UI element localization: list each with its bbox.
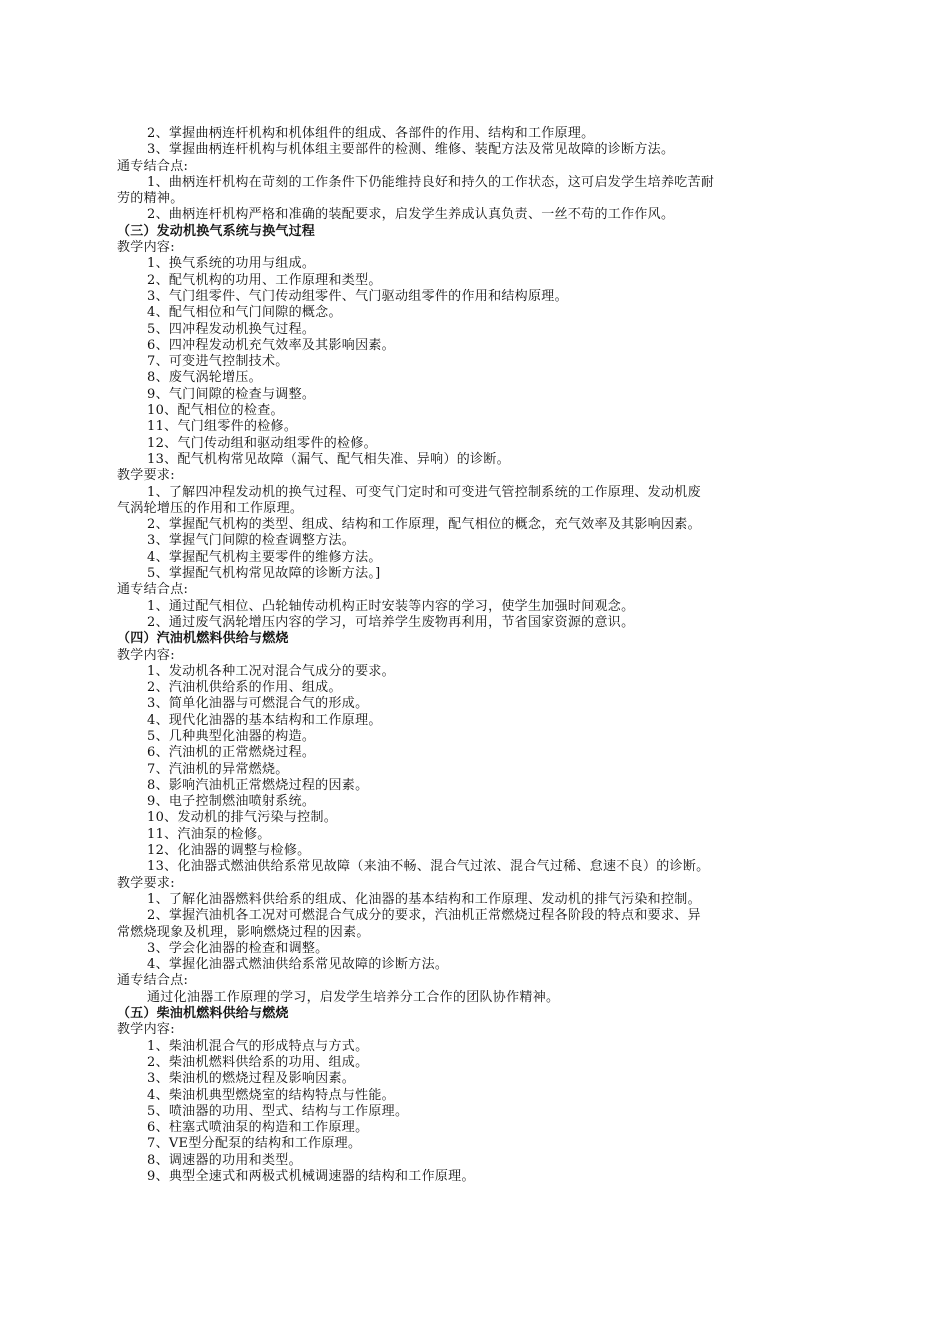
list-item: 7、可变进气控制技术。 xyxy=(147,354,289,370)
list-item: 1、换气系统的功用与组成。 xyxy=(147,256,316,272)
list-item: 1、了解四冲程发动机的换气过程、可变气门定时和可变进气管控制系统的工作原理、发动机废 xyxy=(147,484,701,500)
list-item: 13、配气机构常见故障（漏气、配气相失准、异响）的诊断。 xyxy=(147,451,510,467)
subsection-label: 教学内容: xyxy=(117,240,175,256)
list-item: 3、气门组零件、气门传动组零件、气门驱动组零件的作用和结构原理。 xyxy=(147,288,568,304)
list-item: 8、影响汽油机正常燃烧过程的因素。 xyxy=(147,777,369,793)
list-item: 2、掌握配气机构的类型、组成、结构和工作原理，配气相位的概念，充气效率及其影响因素。 xyxy=(147,517,701,533)
list-item: 5、掌握配气机构常见故障的诊断方法。] xyxy=(147,566,381,582)
list-item: 5、喷油器的功用、型式、结构与工作原理。 xyxy=(147,1103,409,1119)
list-item: 2、通过废气涡轮增压内容的学习，可培养学生废物再利用，节省国家资源的意识。 xyxy=(147,614,635,630)
list-item: 13、化油器式燃油供给系常见故障（来油不畅、混合气过浓、混合气过稀、怠速不良）的诊断。 xyxy=(147,859,710,875)
paragraph-continuation: 常燃烧现象及机理，影响燃烧过程的因素。 xyxy=(117,924,370,940)
paragraph-continuation: 劳的精神。 xyxy=(117,191,184,207)
list-item: 4、掌握化油器式燃油供给系常见故障的诊断方法。 xyxy=(147,957,449,973)
list-item: 9、典型全速式和两极式机械调速器的结构和工作原理。 xyxy=(147,1169,475,1184)
list-item: 5、几种典型化油器的构造。 xyxy=(147,728,316,744)
list-item: 9、电子控制燃油喷射系统。 xyxy=(147,794,316,810)
list-item: 11、汽油泵的检修。 xyxy=(147,826,271,842)
subsection-label: 教学内容: xyxy=(117,647,175,663)
subsection-label: 通专结合点: xyxy=(117,582,189,598)
list-item: 8、调速器的功用和类型。 xyxy=(147,1152,302,1168)
list-item: 1、了解化油器燃料供给系的组成、化油器的基本结构和工作原理、发动机的排气污染和控制。 xyxy=(147,891,701,907)
subsection-label: 教学内容: xyxy=(117,1022,175,1038)
list-item: 2、曲柄连杆机构严格和准确的装配要求，启发学生养成认真负责、一丝不苟的工作作风。 xyxy=(147,207,675,223)
paragraph-continuation: 气涡轮增压的作用和工作原理。 xyxy=(117,500,304,516)
subsection-label: 教学要求: xyxy=(117,875,175,891)
list-item: 6、柱塞式喷油泵的构造和工作原理。 xyxy=(147,1120,369,1136)
list-item: 6、汽油机的正常燃烧过程。 xyxy=(147,745,316,761)
list-item: 12、气门传动组和驱动组零件的检修。 xyxy=(147,435,377,451)
list-item: 3、掌握曲柄连杆机构与机体组主要部件的检测、维修、装配方法及常见故障的诊断方法。 xyxy=(147,142,675,158)
list-item: 1、柴油机混合气的形成特点与方式。 xyxy=(147,1038,369,1054)
list-item: 通过化油器工作原理的学习，启发学生培养分工合作的团队协作精神。 xyxy=(147,989,560,1005)
list-item: 3、柴油机的燃烧过程及影响因素。 xyxy=(147,1071,356,1087)
list-item: 4、柴油机典型燃烧室的结构特点与性能。 xyxy=(147,1087,395,1103)
subsection-label: 通专结合点: xyxy=(117,158,189,174)
list-item: 5、四冲程发动机换气过程。 xyxy=(147,321,316,337)
list-item: 2、配气机构的功用、工作原理和类型。 xyxy=(147,272,382,288)
list-item: 11、气门组零件的检修。 xyxy=(147,419,298,435)
list-item: 1、通过配气相位、凸轮轴传动机构正时安装等内容的学习，使学生加强时间观念。 xyxy=(147,598,635,614)
list-item: 7、汽油机的异常燃烧。 xyxy=(147,761,289,777)
list-item: 2、掌握曲柄连杆机构和机体组件的组成、各部件的作用、结构和工作原理。 xyxy=(147,126,595,141)
subsection-label: 通专结合点: xyxy=(117,973,189,989)
list-item: 2、柴油机燃料供给系的功用、组成。 xyxy=(147,1054,369,1070)
section-heading: （三）发动机换气系统与换气过程 xyxy=(117,223,316,239)
section-heading: （五）柴油机燃料供给与燃烧 xyxy=(117,1006,289,1022)
section-heading: （四）汽油机燃料供给与燃烧 xyxy=(117,631,289,647)
list-item: 1、曲柄连杆机构在苛刻的工作条件下仍能维持良好和持久的工作状态，这可启发学生培养吃苦耐 xyxy=(147,174,715,190)
list-item: 8、废气涡轮增压。 xyxy=(147,370,262,386)
list-item: 9、气门间隙的检查与调整。 xyxy=(147,386,316,402)
list-item: 6、四冲程发动机充气效率及其影响因素。 xyxy=(147,337,395,353)
list-item: 3、学会化油器的检查和调整。 xyxy=(147,940,329,956)
subsection-label: 教学要求: xyxy=(117,468,175,484)
list-item: 7、VE型分配泵的结构和工作原理。 xyxy=(147,1136,362,1152)
list-item: 2、汽油机供给系的作用、组成。 xyxy=(147,680,342,696)
list-item: 4、掌握配气机构主要零件的维修方法。 xyxy=(147,549,382,565)
list-item: 10、配气相位的检查。 xyxy=(147,403,284,419)
list-item: 10、发动机的排气污染与控制。 xyxy=(147,810,338,826)
list-item: 4、现代化油器的基本结构和工作原理。 xyxy=(147,712,382,728)
list-item: 3、掌握气门间隙的检查调整方法。 xyxy=(147,533,356,549)
document-body xyxy=(117,126,862,1185)
list-item: 4、配气相位和气门间隙的概念。 xyxy=(147,305,342,321)
list-item: 12、化油器的调整与检修。 xyxy=(147,843,311,859)
list-item: 3、简单化油器与可燃混合气的形成。 xyxy=(147,696,369,712)
list-item: 1、发动机各种工况对混合气成分的要求。 xyxy=(147,663,395,679)
list-item: 2、掌握汽油机各工况对可燃混合气成分的要求，汽油机正常燃烧过程各阶段的特点和要求、异 xyxy=(147,908,701,924)
